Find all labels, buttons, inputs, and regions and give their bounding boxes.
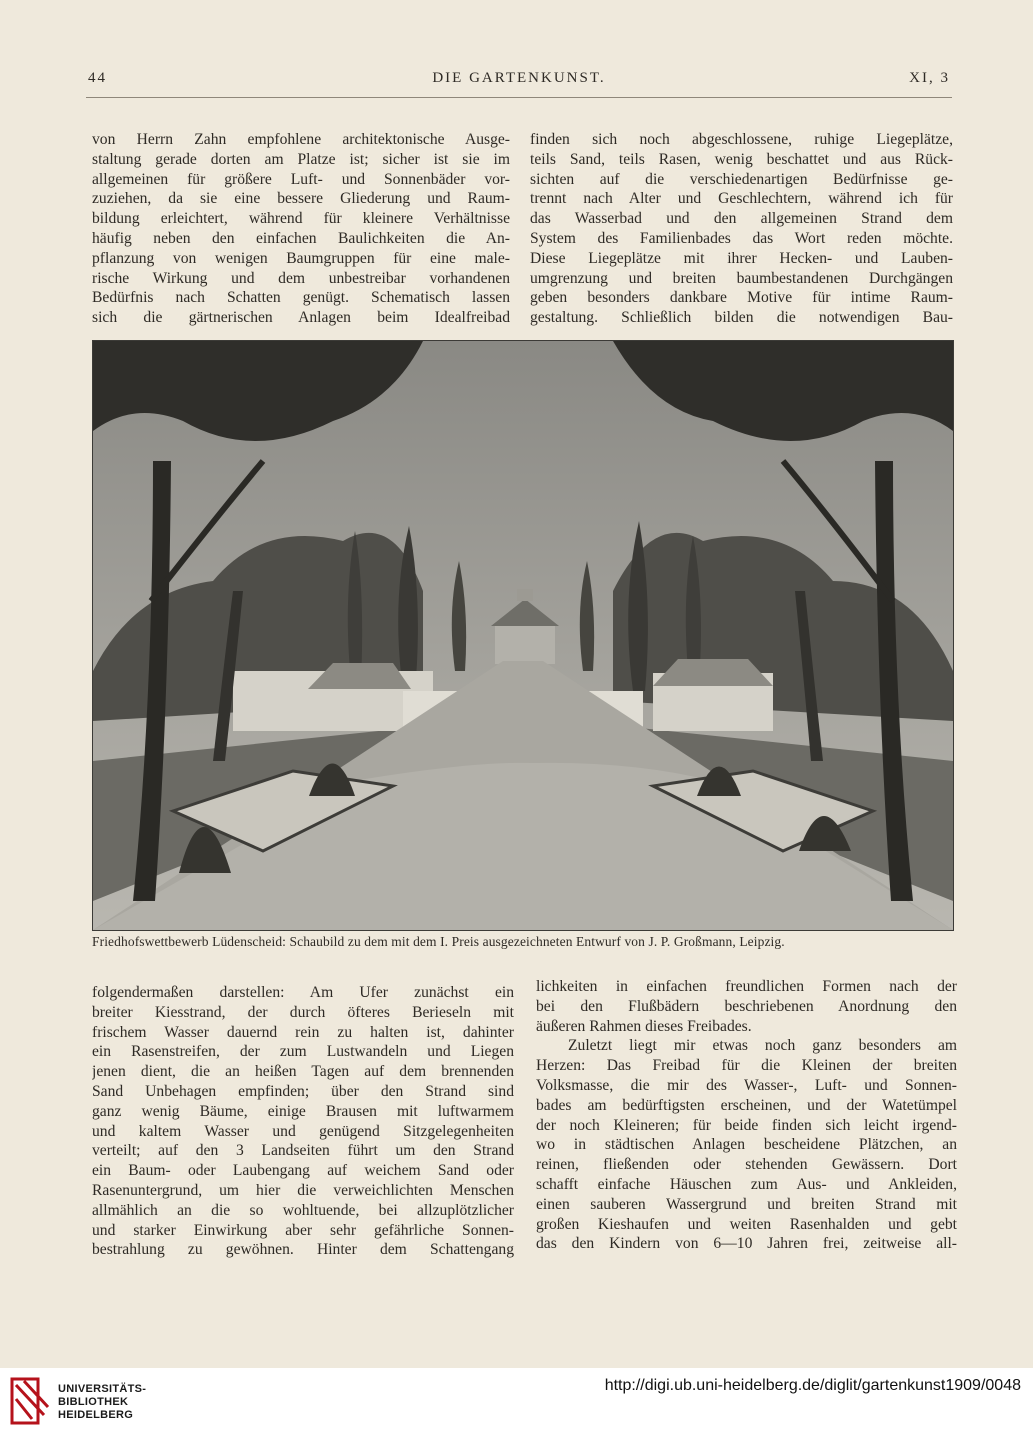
text-line: bei den Flußbädern beschriebenen Anordnung den [536, 997, 957, 1015]
text-line: und kaltem Wasser und genügend Sitzgelegenheiten [92, 1122, 514, 1140]
text-line: folgendermaßen darstellen: Am Ufer zunächst ein [92, 984, 514, 1001]
text-line: ganz wenig Bäume, einige Brausen mit luftwarmem [92, 1102, 514, 1120]
text-column-bottom-right [536, 977, 957, 1254]
cemetery-design-illustration [92, 340, 954, 931]
text-line: staltung gerade dorten am Platze ist; sicher ist sie im [92, 150, 510, 168]
text-line: der noch Kleineren; für beide finden sich leicht irgend- [536, 1116, 957, 1134]
text-line: bades am bedürftigsten erscheinen, und der Watetümpel [536, 1096, 957, 1114]
text-line: allmählich an die so wohltuende, bei allzuplötzlicher [92, 1201, 514, 1219]
text-line: ein Rasenstreifen, der zum Lustwandeln und Liegen [92, 1043, 514, 1061]
text-line: zuziehen, da sie eine bessere Gliederung und Raum- [92, 190, 510, 208]
text-line: umgrenzung und breiten baumbestandenen Durchgängen [530, 269, 953, 287]
text-line: Rasenuntergrund, um hier die verweichlichten Menschen [92, 1181, 514, 1199]
text-line: wo in städtischen Anlagen bescheidene Plätzchen, an [536, 1136, 957, 1154]
text-line: von Herrn Zahn empfohlene architektonische Ausge- [92, 131, 510, 148]
figure-caption: Friedhofswettbewerb Lüdenscheid: Schaubild zu dem mit dem I. Preis ausgezeichneten Entwurf von J. P. Großmann, Leipzig. [92, 934, 785, 949]
library-name-line: BIBLIOTHEK [58, 1396, 129, 1408]
text-line: lichkeiten in einfachen freundlichen Formen nach der [536, 978, 957, 995]
text-line: Herzen: Das Freibad für die Kleinen der breiten [536, 1057, 957, 1075]
text-column-top-left [92, 130, 510, 328]
text-line: finden sich noch abgeschlossene, ruhige Liegeplätze, [530, 131, 953, 148]
text-column-top-right [530, 130, 953, 328]
text-line: geben besonders dankbare Motive für intime Raum- [530, 289, 953, 307]
page-number: 44 [88, 70, 107, 86]
text-line: reinen, fließenden oder stehenden Gewässern. Dort [536, 1156, 957, 1174]
library-name-line: HEIDELBERG [58, 1409, 134, 1421]
text-line: gestaltung. Schließlich bilden die notwendigen Bau- [530, 309, 953, 327]
text-line: sich die gärtnerischen Anlagen beim Idealfreibad [92, 309, 510, 327]
text-line: bildung erleichtert, während für kleinere Verhältnisse [92, 210, 510, 228]
source-url-link[interactable]: http://digi.ub.uni-heidelberg.de/diglit/gartenkunst1909/0048 [604, 1377, 1021, 1394]
library-name-line: UNIVERSITÄTS- [58, 1383, 147, 1395]
text-line: breiter Kiesstrand, der durch öfteres Berieseln mit [92, 1003, 514, 1021]
volume-issue: XI, 3 [909, 70, 950, 86]
text-line: frischem Wasser dauernd rein zu halten ist, dahinter [92, 1023, 514, 1041]
text-line: das Wasserbad und den allgemeinen Strand dem [530, 210, 953, 228]
library-name [58, 1383, 146, 1422]
text-line: sichten auf die verschiedenartigen Bedürfnisse ge- [530, 170, 953, 188]
text-line: großen Kieshaufen und weiten Rasenhalden und gebt [536, 1215, 957, 1233]
text-line: bestrahlung zu gewöhnen. Hinter dem Schattengang [92, 1241, 514, 1259]
text-line: ein Baum- oder Laubengang auf weichem Sand oder [92, 1162, 514, 1180]
text-line: Volksmasse, die mir des Wasser-, Luft- und Sonnen- [536, 1076, 957, 1094]
text-line: teils Sand, teils Rasen, wenig beschattet und aus Rück- [530, 150, 953, 168]
text-line: schafft einfache Häuschen zum Aus- und Ankleiden, [536, 1175, 957, 1193]
text-line: Zuletzt liegt mir etwas noch ganz besonders am [568, 1037, 957, 1055]
text-line: häufig neben den einfachen Baulichkeiten die An- [92, 229, 510, 247]
illustration-drawing [93, 341, 953, 930]
text-line: trennt nach Alter und Geschlechtern, während ich für [530, 190, 953, 208]
running-header [88, 70, 950, 94]
text-line: jenen dient, die an heißen Tagen auf dem brennenden [92, 1063, 514, 1081]
text-line: rische Wirkung und dem unbestreibar vorhandenen [92, 269, 510, 287]
text-line: das den Kindern von 6—10 Jahren frei, zeitweise all- [536, 1235, 957, 1253]
text-line: verteilt; auf den 3 Landseiten führt um den Strand [92, 1142, 514, 1160]
text-column-bottom-left [92, 983, 514, 1260]
text-line: System des Familienbades das Wort reden möchte. [530, 229, 953, 247]
text-line: Diese Liegeplätze mit ihrer Hecken- und Lauben- [530, 249, 953, 267]
text-line: Bedürfnis nach Schatten genügt. Schematisch lassen [92, 289, 510, 307]
library-logo-icon [10, 1375, 50, 1427]
text-line: allgemeinen für größere Luft- und Sonnenbäder vor- [92, 170, 510, 188]
header-rule [86, 97, 952, 98]
text-line: einen sauberen Wassergrund und breiten Strand mit [536, 1195, 957, 1213]
text-line: pflanzung von wenigen Baumgruppen für eine male- [92, 249, 510, 267]
text-line: und starker Einwirkung aber sehr gefährliche Sonnen- [92, 1221, 514, 1239]
text-line: äußeren Rahmen dieses Freibades. [536, 1017, 752, 1035]
text-line: Sand Unbehagen empfinden; über den Strand sind [92, 1082, 514, 1100]
journal-title: DIE GARTENKUNST. [432, 70, 606, 86]
